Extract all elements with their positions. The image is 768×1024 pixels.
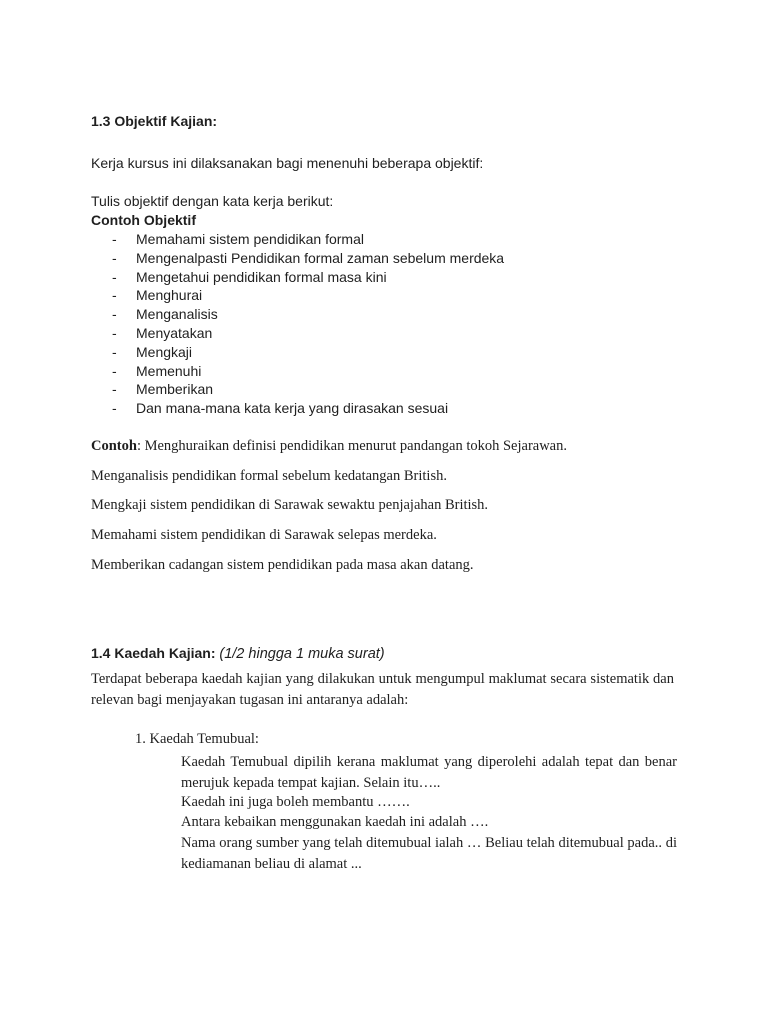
section-14-heading-note: (1/2 hingga 1 muka surat) (219, 646, 385, 662)
objective-text: Mengetahui pendidikan formal masa kini (136, 268, 387, 285)
objective-text: Menyatakan (136, 324, 213, 341)
section-13-intro: Kerja kursus ini dilaksanakan bagi menenuhi beberapa objektif: (91, 155, 484, 171)
list-bullet: - (112, 231, 117, 247)
list-bullet: - (112, 381, 117, 398)
list-bullet: - (112, 268, 117, 285)
list-bullet: - (112, 362, 117, 379)
method-paragraph: Nama orang sumber yang telah ditemubual ialah … Beliau telah ditemubual pada.. di kediamanan beliau di alamat ... (181, 835, 677, 872)
objective-text: Memahami sistem pendidikan formal (136, 231, 364, 247)
example-line (91, 438, 567, 455)
section-14-heading-line (91, 645, 385, 662)
method-title: 1. Kaedah Temubual: (135, 731, 259, 747)
example-line: Memberikan cadangan sistem pendidikan pada masa akan datang. (91, 557, 474, 573)
objective-text: Memenuhi (136, 362, 202, 379)
example-objectives-heading: Contoh Objektif (91, 212, 196, 228)
objective-text: Menghurai (136, 287, 203, 304)
section-13-heading: 1.3 Objektif Kajian: (91, 113, 218, 129)
method-paragraph: Kaedah Temubual dipilih kerana maklumat yang diperolehi adalah tepat dan benar merujuk kepada tempat kajian. Selain itu….. (181, 754, 677, 791)
objective-text: Mengkaji (136, 343, 193, 360)
example-label: Contoh (91, 438, 137, 454)
list-bullet: - (112, 287, 117, 304)
list-bullet: - (112, 306, 117, 323)
example-line: Memahami sistem pendidikan di Sarawak selepas merdeka. (91, 527, 437, 543)
section-14-intro: Terdapat beberapa kaedah kajian yang dilakukan untuk mengumpul maklumat secara sistematik dan relevan bagi menjayakan tugasan ini antaranya adalah: (91, 671, 674, 708)
objective-text: Menganalisis (136, 306, 218, 323)
example-text: : Menghuraikan definisi pendidikan menurut pandangan tokoh Sejarawan. (136, 438, 567, 454)
example-line: Mengkaji sistem pendidikan di Sarawak sewaktu penjajahan British. (91, 497, 489, 513)
list-bullet: - (112, 343, 117, 360)
example-line: Menganalisis pendidikan formal sebelum kedatangan British. (91, 468, 447, 484)
section-14-heading: 1.4 Kaedah Kajian: (91, 645, 216, 661)
list-bullet: - (112, 324, 117, 341)
section-13-instruction: Tulis objektif dengan kata kerja berikut: (91, 193, 334, 209)
list-bullet: - (112, 400, 117, 417)
objective-text: Mengenalpasti Pendidikan formal zaman sebelum merdeka (136, 249, 505, 266)
list-bullet: - (112, 249, 117, 266)
objective-text: Memberikan (136, 381, 214, 398)
objective-text: Dan mana-mana kata kerja yang dirasakan sesuai (136, 400, 449, 417)
method-line: Kaedah ini juga boleh membantu ……. (181, 794, 410, 810)
method-line: Antara kebaikan menggunakan kaedah ini adalah …. (181, 814, 489, 830)
